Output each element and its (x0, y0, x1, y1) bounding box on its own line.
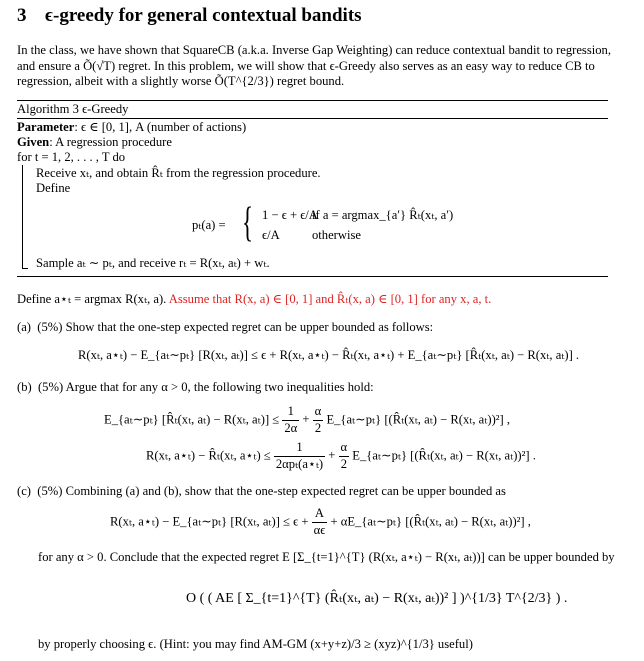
part-c-conclude: for any α > 0. Conclude that the expected regret E [Σ_{t=1}^{T} (R(xₜ, a⋆ₜ) − R(xₜ, aₜ))] can be upper bounded by (38, 550, 615, 564)
part-a-equation: R(xₜ, a⋆ₜ) − E_{aₜ∼pₜ} [R(xₜ, aₜ)] ≤ ϵ + R(xₜ, a⋆ₜ) − R̂ₜ(xₜ, a⋆ₜ) + E_{aₜ∼pₜ} [R̂ₜ(xₜ, aₜ) − R(xₜ, aₜ)] . (78, 348, 580, 362)
section-number: 3 (17, 5, 27, 26)
algorithm-title: Algorithm 3 ϵ-Greedy (17, 102, 129, 116)
case1-value: 1 − ϵ + ϵ/A (262, 208, 318, 222)
algorithm-receive: Receive xₜ, and obtain R̂ₜ from the regression procedure. (36, 166, 321, 180)
case2-condition: otherwise (312, 228, 361, 242)
big-o-bound: O ( ( AE [ Σ_{t=1}^{T} (R̂ₜ(xₜ, aₜ) − R(xₜ, aₜ))² ] )^{1/3} T^{2/3} ) . (186, 591, 568, 606)
algorithm-sample: Sample aₜ ∼ pₜ, and receive rₜ = R(xₜ, aₜ) + wₜ. (36, 256, 270, 270)
case1-condition: if a = argmax_{a′} R̂ₜ(xₜ, a′) (312, 208, 454, 222)
section-heading (17, 4, 362, 28)
part-b-equation-2: R(xₜ, a⋆ₜ) − R̂ₜ(xₜ, a⋆ₜ) ≤ $\frac{1}{\text{2αpₜ(a⋆ₜ)}}$ + $\frac{\alpha}{2}$ E_{aₜ∼pₜ} [(R̂ₜ(xₜ, aₜ) − R(xₜ, aₜ))²] . (146, 440, 536, 471)
part-c-hint: by properly choosing ϵ. (Hint: you may find AM-GM (x+y+z)/3 ≥ (xyz)^{1/3} useful) (38, 637, 473, 651)
define-astar-line: Define a⋆ₜ = argmax R(xₜ, a). Assume that R(x, a) ∈ [0, 1] and R̂ₜ(x, a) ∈ [0, 1] for any x, a, t. (17, 292, 492, 306)
algorithm-title-rule (17, 118, 608, 119)
pt-lhs: pₜ(a) = (192, 218, 226, 232)
part-c-statement: (c) (5%) Combining (a) and (b), show that the one-step expected regret can be upper bounded as (17, 484, 506, 498)
part-c-equation: R(xₜ, a⋆ₜ) − E_{aₜ∼pₜ} [R(xₜ, aₜ)] ≤ ϵ + $\frac{A}{\alpha\epsilon}$ + αE_{aₜ∼pₜ} [(R̂ₜ(xₜ, aₜ) − R(xₜ, aₜ))²] , (110, 506, 531, 537)
cases-brace: { (242, 200, 254, 246)
assumption-text: Assume that R(x, a) ∈ [0, 1] and R̂ₜ(x, a) ∈ [0, 1] for any x, a, t. (168, 292, 492, 306)
algorithm-bottom-rule (17, 276, 608, 277)
algorithm-given: Given: A regression procedure (17, 135, 172, 149)
algorithm-parameter: Parameter: ϵ ∈ [0, 1], A (number of actions) (17, 120, 247, 134)
section-title: ϵ-greedy for general contextual bandits (45, 5, 362, 26)
algorithm-loop-bar (22, 165, 23, 268)
algorithm-define: Define (36, 181, 71, 195)
case2-value: ϵ/A (262, 228, 280, 242)
intro-paragraph: In the class, we have shown that SquareCB (a.k.a. Inverse Gap Weighting) can reduce contextual bandit to regression, and ensure a Õ(√T) regret. In this problem, we will show that ϵ-Greedy also serves as an easy way to reduce CB to regression, albeit with a slightly worse Õ(T^{2/3}) regret bound. (17, 43, 611, 88)
part-a-statement: (a) (5%) Show that the one-step expected regret can be upper bounded as follows: (17, 320, 434, 334)
part-b-equation-1: E_{aₜ∼pₜ} [R̂ₜ(xₜ, aₜ) − R(xₜ, aₜ)] ≤ $\frac{1}{2\alpha}$ + $\frac{\alpha}{2}$ E_{aₜ∼pₜ} [(R̂ₜ(xₜ, aₜ) − R(xₜ, aₜ))²] , (104, 404, 511, 435)
algorithm-for-loop: for t = 1, 2, . . . , T do (17, 150, 126, 164)
algorithm-loop-tick (22, 268, 28, 269)
part-b-statement: (b) (5%) Argue that for any α > 0, the following two inequalities hold: (17, 380, 374, 394)
